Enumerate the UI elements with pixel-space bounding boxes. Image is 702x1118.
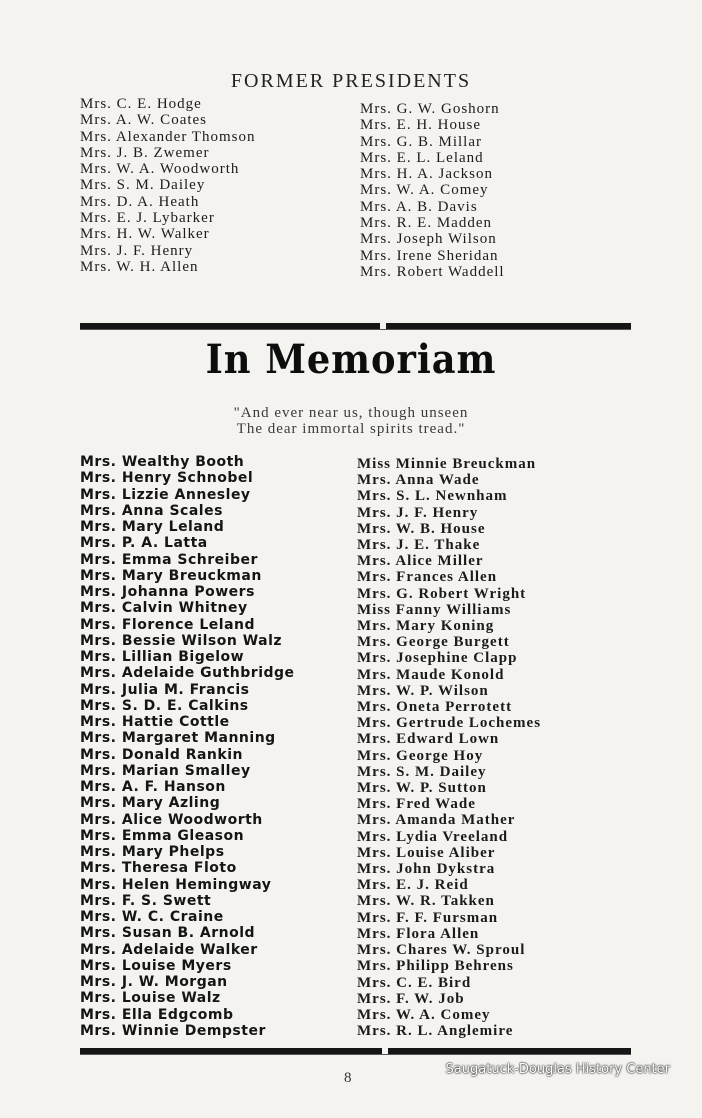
top-divider-rule: [80, 323, 631, 329]
list-item: Mrs. Adelaide Guthbridge: [80, 665, 295, 682]
list-item: Mrs. Mary Leland: [80, 519, 225, 535]
list-item: Mrs. D. A. Heath: [80, 193, 200, 210]
list-item: Mrs. J. E. Thake: [357, 537, 481, 554]
list-item: Mrs. Robert Waddell: [360, 263, 505, 280]
former-presidents-heading: FORMER PRESIDENTS: [230, 70, 472, 92]
list-item: Mrs. H. A. Jackson: [360, 166, 493, 183]
list-item: Mrs. George Burgett: [357, 634, 510, 651]
rule-gap: [380, 323, 386, 329]
list-item: Mrs. E. L. Leland: [360, 149, 484, 166]
list-item: Mrs. W. P. Sutton: [357, 780, 487, 797]
list-item: Mrs. Louise Myers: [80, 957, 232, 974]
list-item: Mrs. Frances Allen: [357, 569, 498, 586]
list-item: Mrs. G. Robert Wright: [357, 585, 527, 602]
list-item: Mrs. E. J. Lybarker: [80, 210, 215, 227]
list-item: Mrs. Julia M. Francis: [80, 681, 250, 698]
list-item: Mrs. Calvin Whitney: [80, 600, 248, 617]
memorial-verse: [0, 405, 702, 437]
list-item: Mrs. Maude Konold: [357, 666, 505, 683]
watermark-text: Saugatuck-Douglas History Center: [445, 1062, 670, 1077]
list-item: Mrs. Marian Smalley: [80, 762, 251, 779]
list-item: Mrs. Anna Scales: [80, 502, 223, 519]
list-item: Mrs. J. F. Henry: [80, 242, 194, 259]
list-item: Mrs. P. A. Latta: [80, 535, 208, 552]
list-item: Mrs. Mary Koning: [357, 618, 495, 635]
list-item: Mrs. J. W. Morgan: [80, 974, 228, 990]
list-item: Mrs. Theresa Floto: [80, 860, 237, 877]
list-item: Mrs. Alexander Thomson: [80, 128, 256, 145]
memoriam-left-column: [80, 454, 295, 1039]
list-item: Mrs. R. E. Madden: [360, 215, 492, 232]
list-item: Mrs. A. B. Davis: [360, 198, 478, 215]
list-item: Mrs. Florence Leland: [80, 616, 256, 633]
list-item: Mrs. Emma Gleason: [80, 827, 245, 844]
list-item: Mrs. Amanda Mather: [357, 812, 516, 829]
list-item: Miss Fanny Williams: [357, 601, 512, 618]
list-item: Mrs. Winnie Dempster: [80, 1022, 266, 1039]
list-item: Mrs. W. A. Comey: [360, 182, 489, 199]
list-item: Mrs. C. E. Hodge: [80, 96, 202, 112]
list-item: Mrs. W. R. Takken: [357, 893, 495, 910]
list-item: Mrs. John Dykstra: [357, 861, 496, 878]
list-item: Mrs. Margaret Manning: [80, 730, 276, 747]
list-item: Mrs. Anna Wade: [357, 472, 480, 489]
list-item: Mrs. Lillian Bigelow: [80, 649, 245, 665]
list-item: Mrs. W. C. Craine: [80, 909, 224, 925]
list-item: Mrs. Henry Schnobel: [80, 470, 254, 487]
list-item: Mrs. Hattie Cottle: [80, 714, 230, 730]
memoriam-right-column: [357, 456, 541, 1039]
list-item: Mrs. F. W. Job: [357, 990, 465, 1007]
page-number: 8: [344, 1070, 352, 1086]
list-item: Mrs. Lydia Vreeland: [357, 828, 509, 845]
list-item: Mrs. A. F. Hanson: [80, 779, 226, 795]
list-item: Mrs. S. D. E. Calkins: [80, 697, 249, 714]
former-presidents-left-column: [80, 96, 255, 275]
verse-line: "And ever near us, though unseen: [233, 405, 469, 421]
list-item: Mrs. George Hoy: [357, 747, 484, 764]
list-item: Mrs. Irene Sheridan: [360, 247, 499, 264]
list-item: Mrs. Louise Walz: [80, 990, 221, 1007]
list-item: Mrs. Chares W. Sproul: [357, 942, 526, 959]
list-item: Miss Minnie Breuckman: [357, 456, 537, 472]
list-item: Mrs. R. L. Anglemire: [357, 1023, 514, 1040]
list-item: Mrs. Bessie Wilson Walz: [80, 632, 283, 649]
list-item: Mrs. J. B. Zwemer: [80, 144, 210, 161]
list-item: Mrs. Mary Breuckman: [80, 567, 262, 584]
list-item: Mrs. F. F. Fursman: [357, 909, 499, 926]
list-item: Mrs. S. L. Newnham: [357, 488, 508, 505]
list-item: Mrs. S. M. Dailey: [80, 177, 206, 194]
list-item: Mrs. Alice Miller: [357, 553, 484, 570]
list-item: Mrs. Fred Wade: [357, 796, 476, 813]
list-item: Mrs. Adelaide Walker: [80, 941, 258, 958]
list-item: Mrs. H. W. Walker: [80, 226, 210, 243]
list-item: Mrs. Oneta Perrotett: [357, 699, 513, 716]
list-item: Mrs. Edward Lown: [357, 731, 500, 748]
list-item: Mrs. W. B. House: [357, 520, 486, 537]
list-item: Mrs. Helen Hemingway: [80, 876, 272, 893]
list-item: Mrs. Johanna Powers: [80, 584, 255, 600]
list-item: Mrs. Susan B. Arnold: [80, 925, 256, 942]
list-item: Mrs. Mary Phelps: [80, 844, 225, 860]
list-item: Mrs. F. S. Swett: [80, 892, 212, 909]
list-item: Mrs. Louise Aliber: [357, 844, 496, 861]
list-item: Mrs. Emma Schreiber: [80, 551, 258, 568]
list-item: Mrs. Mary Azling: [80, 795, 221, 812]
list-item: Mrs. C. E. Bird: [357, 974, 472, 991]
list-item: Mrs. Donald Rankin: [80, 746, 243, 763]
rule-gap: [382, 1048, 388, 1054]
list-item: Mrs. E. J. Reid: [357, 877, 469, 894]
list-item: Mrs. Josephine Clapp: [357, 650, 518, 667]
list-item: Mrs. W. A. Woodworth: [80, 161, 240, 178]
list-item: Mrs. A. W. Coates: [80, 112, 208, 129]
list-item: Mrs. W. H. Allen: [80, 258, 199, 275]
list-item: Mrs. W. A. Comey: [357, 1006, 491, 1023]
list-item: Mrs. J. F. Henry: [357, 504, 479, 521]
list-item: Mrs. S. M. Dailey: [357, 763, 487, 780]
list-item: Mrs. Flora Allen: [357, 925, 480, 942]
verse-line: The dear immortal spirits tread.": [236, 421, 466, 437]
list-item: Mrs. Philipp Behrens: [357, 958, 514, 975]
list-item: Mrs. G. W. Goshorn: [360, 101, 500, 117]
list-item: Mrs. Alice Woodworth: [80, 811, 263, 828]
list-item: Mrs. G. B. Millar: [360, 133, 482, 150]
bottom-divider-rule: [80, 1048, 631, 1054]
list-item: Mrs. Ella Edgcomb: [80, 1006, 234, 1023]
list-item: Mrs. Lizzie Annesley: [80, 486, 251, 503]
list-item: Mrs. W. P. Wilson: [357, 682, 489, 699]
list-item: Mrs. Joseph Wilson: [360, 231, 497, 248]
list-item: Mrs. Gertrude Lochemes: [357, 715, 542, 732]
memoriam-heading: In Memoriam: [205, 336, 497, 383]
list-item: Mrs. Wealthy Booth: [80, 454, 245, 470]
list-item: Mrs. E. H. House: [360, 117, 481, 134]
former-presidents-right-column: [360, 101, 505, 280]
